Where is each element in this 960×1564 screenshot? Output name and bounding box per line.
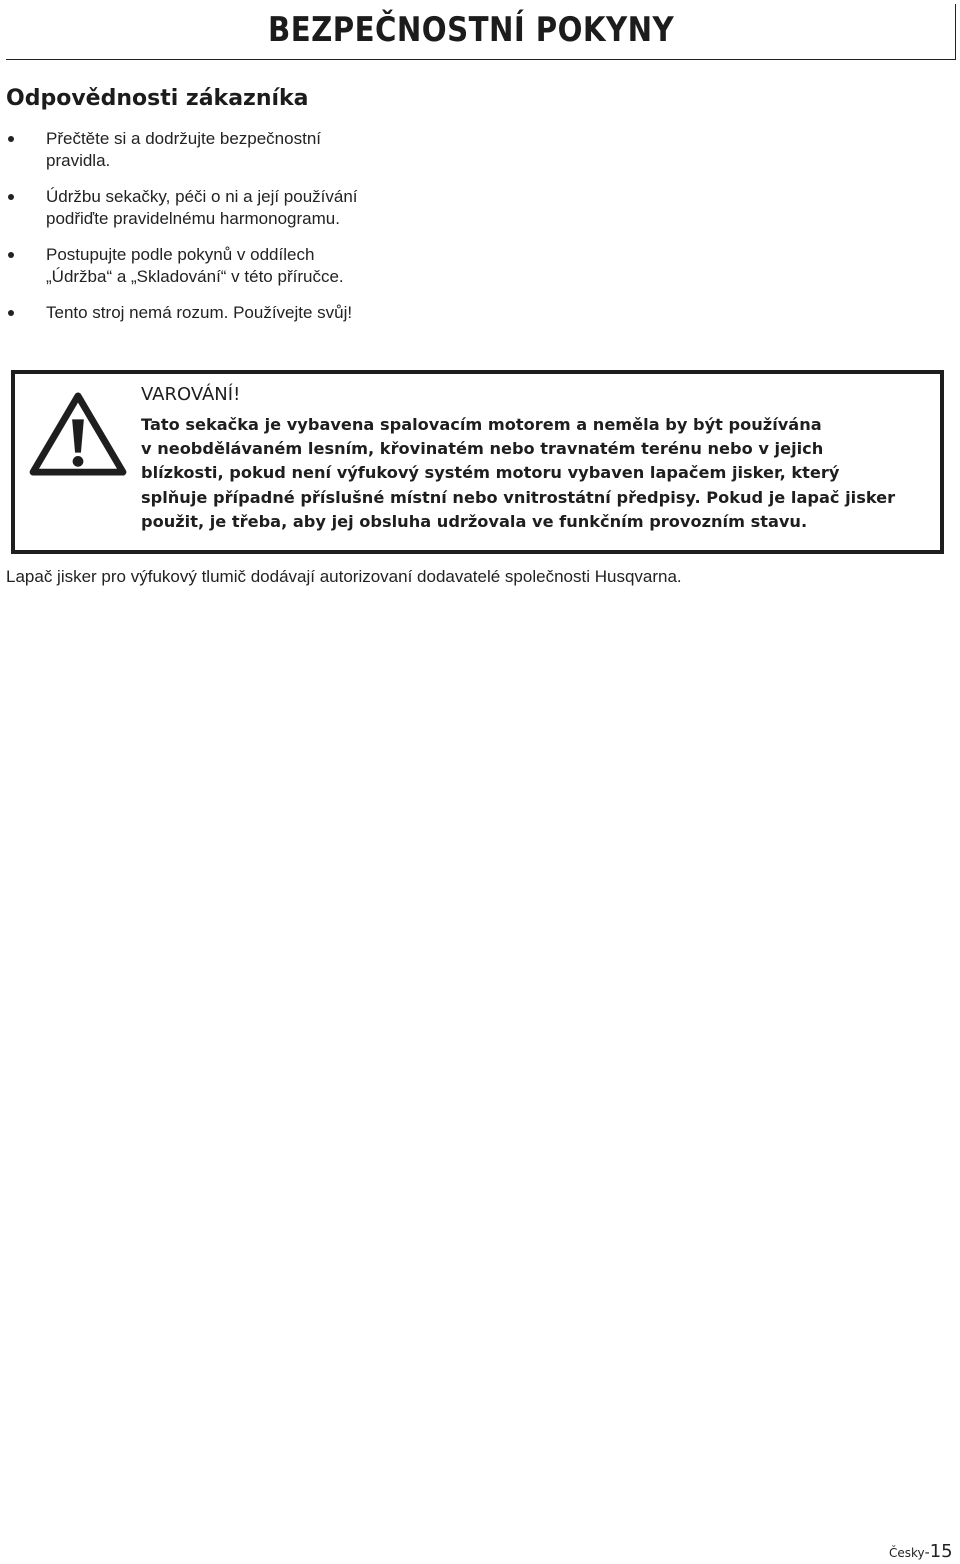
warning-triangle-icon	[29, 392, 127, 478]
warning-box	[11, 370, 944, 554]
warning-text-line: splňuje případné příslušné místní nebo vnitrostátní předpisy. Pokud je lapač jisker	[141, 487, 896, 507]
warning-title: VAROVÁNÍ!	[141, 384, 241, 405]
warning-text-line: Tato sekačka je vybavena spalovacím motorem a neměla by být používána	[141, 415, 822, 434]
footer-language: Česky	[889, 1546, 925, 1560]
page-number: 15	[929, 1541, 953, 1562]
bullet-icon	[8, 310, 14, 316]
responsibilities-list	[0, 128, 420, 338]
footer-separator: -	[924, 1545, 930, 1561]
warning-text-line: v neobdělávaném lesním, křovinatém nebo travnatém terénu nebo v jejich	[141, 439, 824, 459]
bullet-icon	[8, 252, 14, 258]
warning-text-line: použit, je třeba, aby jej obsluha udržovala ve funkčním provozním stavu.	[141, 511, 808, 531]
page-title: BEZPEČNOSTNÍ POKYNY	[268, 10, 675, 50]
warning-text-line: blízkosti, pokud není výfukový systém motoru vybaven lapačem jisker, který	[141, 463, 840, 483]
list-item-line: Postupujte podle pokynů v oddílech	[46, 245, 315, 264]
bullet-icon	[8, 136, 14, 142]
warning-text	[141, 413, 931, 534]
list-item-line: Údržbu sekačky, péči o ni a její používání	[46, 187, 358, 206]
list-item	[0, 244, 420, 288]
header-vertical-rule	[955, 4, 956, 60]
spark-arrester-note: Lapač jisker pro výfukový tlumič dodávají autorizovaní dodavatelé společnosti Husqvarna.	[6, 567, 682, 586]
list-item-line: pravidla.	[46, 151, 111, 170]
list-item-line: Tento stroj nemá rozum. Používejte svůj!	[46, 303, 353, 322]
list-item	[0, 302, 420, 324]
list-item-line: „Údržba“ a „Skladování“ v této příručce.	[46, 267, 344, 286]
section-heading: Odpovědnosti zákazníka	[6, 86, 309, 111]
bullet-icon	[8, 194, 14, 200]
list-item-line: Přečtěte si a dodržujte bezpečnostní	[46, 129, 321, 148]
list-item	[0, 186, 420, 230]
page-footer	[889, 1541, 953, 1562]
header-rule	[6, 59, 956, 60]
list-item-line: podřiďte pravidelnému harmonogramu.	[46, 209, 340, 228]
list-item	[0, 128, 420, 172]
